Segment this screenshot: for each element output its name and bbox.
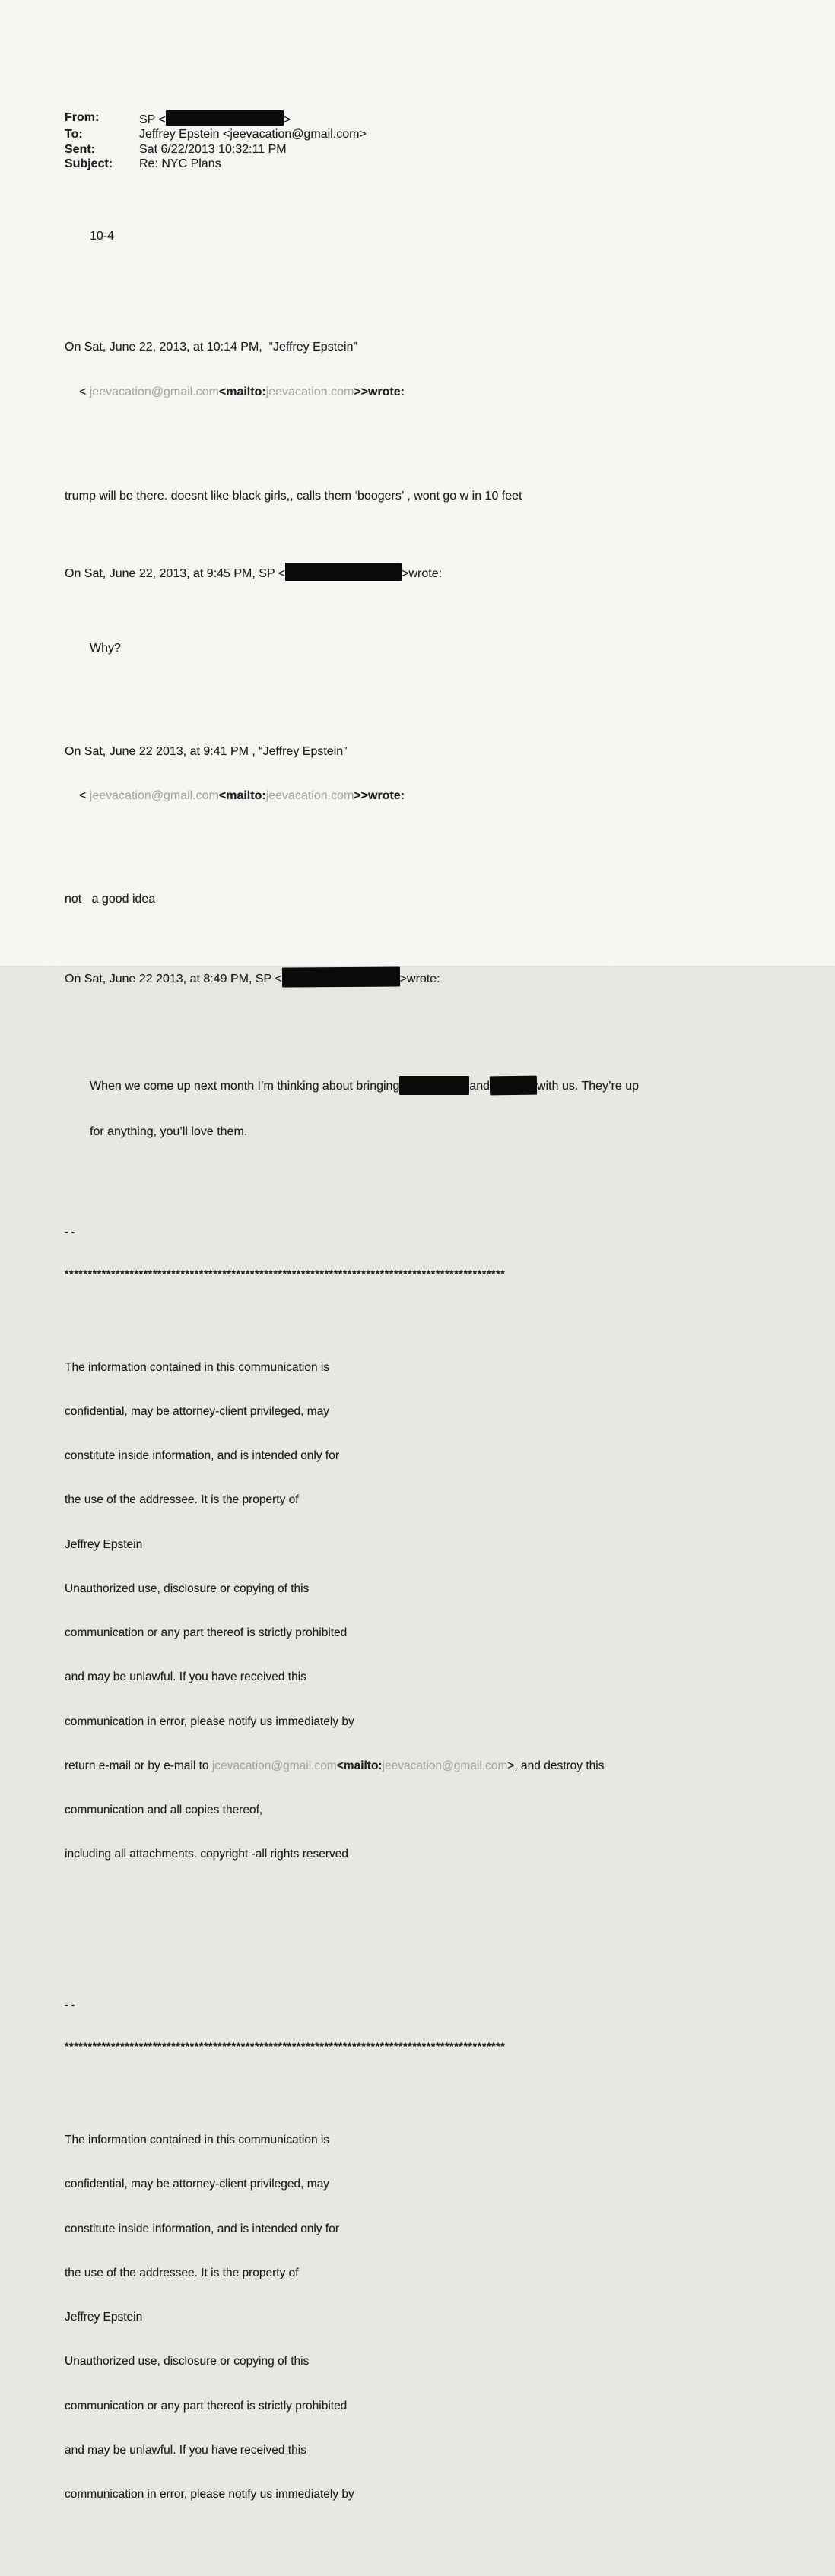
disclaimer-text: >, and destroy this [507,1759,605,1772]
quote-attribution-line: On Sat, June 22 2013, at 9:41 PM , “Jeffrey Epstein” [65,744,348,758]
asterisk-divider: *********************************************************************************************** [65,2039,506,2052]
reply-text-10-4: 10-4 [90,230,115,243]
disclaimer-line: constitute inside information, and is intended only for [65,2222,340,2235]
redaction-bar-name2 [490,1075,537,1095]
mailto-prefix: <mailto: [218,385,266,398]
bringing-text-2: with us. They’re up [537,1079,640,1093]
wrote-suffix: >>wrote: [354,385,405,398]
disclaimer-line: Unauthorized use, disclosure or copying of this [65,2355,310,2368]
disclaimer-line: and may be unlawful. If you have received this [65,2443,306,2457]
from-value-prefix: SP < [139,113,166,126]
sent-label: Sent: [65,142,95,156]
angle-open: < [79,789,90,802]
disclaimer-line: Jeffrey Epstein [65,1537,143,1551]
disclaimer-line: communication or any part thereof is strictly prohibited [65,2399,348,2413]
disclaimer-line: and may be unlawful. If you have received this [65,1670,306,1684]
subject-value: Re: NYC Plans [139,157,221,170]
quote-header-849pm [65,967,789,987]
confidentiality-disclaimer-1 [65,1331,789,1891]
disclaimer-line: Jeffrey Epstein [65,2311,143,2324]
to-label: To: [65,128,83,141]
reply-text-why: Why? [90,641,121,655]
footer-dashes: - - [65,1997,75,2010]
redaction-bar-945 [285,563,402,581]
disclaimer-line: the use of the addressee. It is the property of [65,1493,299,1507]
confidentiality-disclaimer-2 [65,2103,789,2531]
from-label: From: [65,110,100,124]
disclaimer-email-line [65,1759,789,1773]
disclaimer-line: communication and all copies thereof, [65,1804,263,1816]
quote-address-line [65,788,789,804]
wrote-suffix: >wrote: [399,972,440,985]
disclaimer-line: the use of the addressee. It is the property of [65,2266,299,2279]
message-not-a-good-idea: not a good idea [65,893,156,906]
asterisk-divider: *********************************************************************************************** [65,1267,506,1280]
email-address: jcevacation@gmail.com [211,1759,337,1772]
bringing-text-and: and [469,1079,491,1093]
subject-label: Subject: [65,157,113,170]
message-bringing [65,1046,789,1169]
email-header [65,110,789,172]
email-address-mailto: jeevacation@gmail.com [382,1759,508,1772]
disclaimer-line: Unauthorized use, disclosure or copying of this [65,1581,310,1595]
from-value [139,110,789,128]
message-bringing-line2: for anything, you’ll love them. [90,1125,248,1138]
angle-open: < [79,385,90,398]
bringing-text-1: When we come up next month I’m thinking about bringing [90,1079,400,1093]
wrote-suffix: >>wrote: [354,789,405,802]
signature-dashes: - - [65,1225,75,1238]
quote-header-1014pm [65,310,789,429]
disclaimer-text: return e-mail or by e-mail to [65,1759,212,1772]
disclaimer-line: confidential, may be attorney-client privileged, may [65,1405,330,1419]
wrote-suffix: >wrote: [402,566,443,580]
redaction-bar-849 [282,966,400,987]
email-address: jeevacation@gmail.com [89,789,219,802]
email-address-mailto: jeevacation.com [265,789,354,802]
quote-header-941pm [65,715,789,833]
quote-attribution-line: On Sat, June 22, 2013, at 10:14 PM, “Jeffrey Epstein” [65,341,357,354]
redaction-bar-name1 [399,1076,469,1095]
disclaimer-line: communication in error, please notify us immediately by [65,2488,354,2501]
redaction-bar-from [166,110,284,126]
message-bringing-line1 [90,1076,789,1095]
sent-value: Sat 6/22/2013 10:32:11 PM [139,142,287,156]
email-address-mailto: jeevacation.com [265,385,354,398]
from-value-suffix: > [283,113,291,126]
quote-prefix: On Sat, June 22, 2013, at 9:45 PM, SP < [65,566,286,580]
disclaimer-line: including all attachments. copyright -all rights reserved [65,1848,349,1861]
mailto-prefix: <mailto: [218,789,266,802]
email-address: jeevacation@gmail.com [89,385,219,398]
disclaimer-line: communication in error, please notify us immediately by [65,1715,354,1728]
quote-prefix: On Sat, June 22 2013, at 8:49 PM, SP < [65,972,282,985]
quote-header-945pm [65,563,789,582]
mailto-prefix: <mailto: [336,1759,383,1772]
disclaimer-line: The information contained in this communication is [65,2133,330,2147]
disclaimer-line: communication or any part thereof is strictly prohibited [65,1626,348,1640]
quote-address-line [65,385,789,400]
disclaimer-line: The information contained in this communication is [65,1360,330,1374]
to-value: Jeffrey Epstein <jeevacation@gmail.com> [139,128,367,141]
disclaimer-line: confidential, may be attorney-client privileged, may [65,2178,330,2191]
message-trump: trump will be there. doesnt like black girls,, calls them ‘boogers’ , wont go w in 10 feet [65,489,522,503]
disclaimer-line: constitute inside information, and is intended only for [65,1449,340,1463]
